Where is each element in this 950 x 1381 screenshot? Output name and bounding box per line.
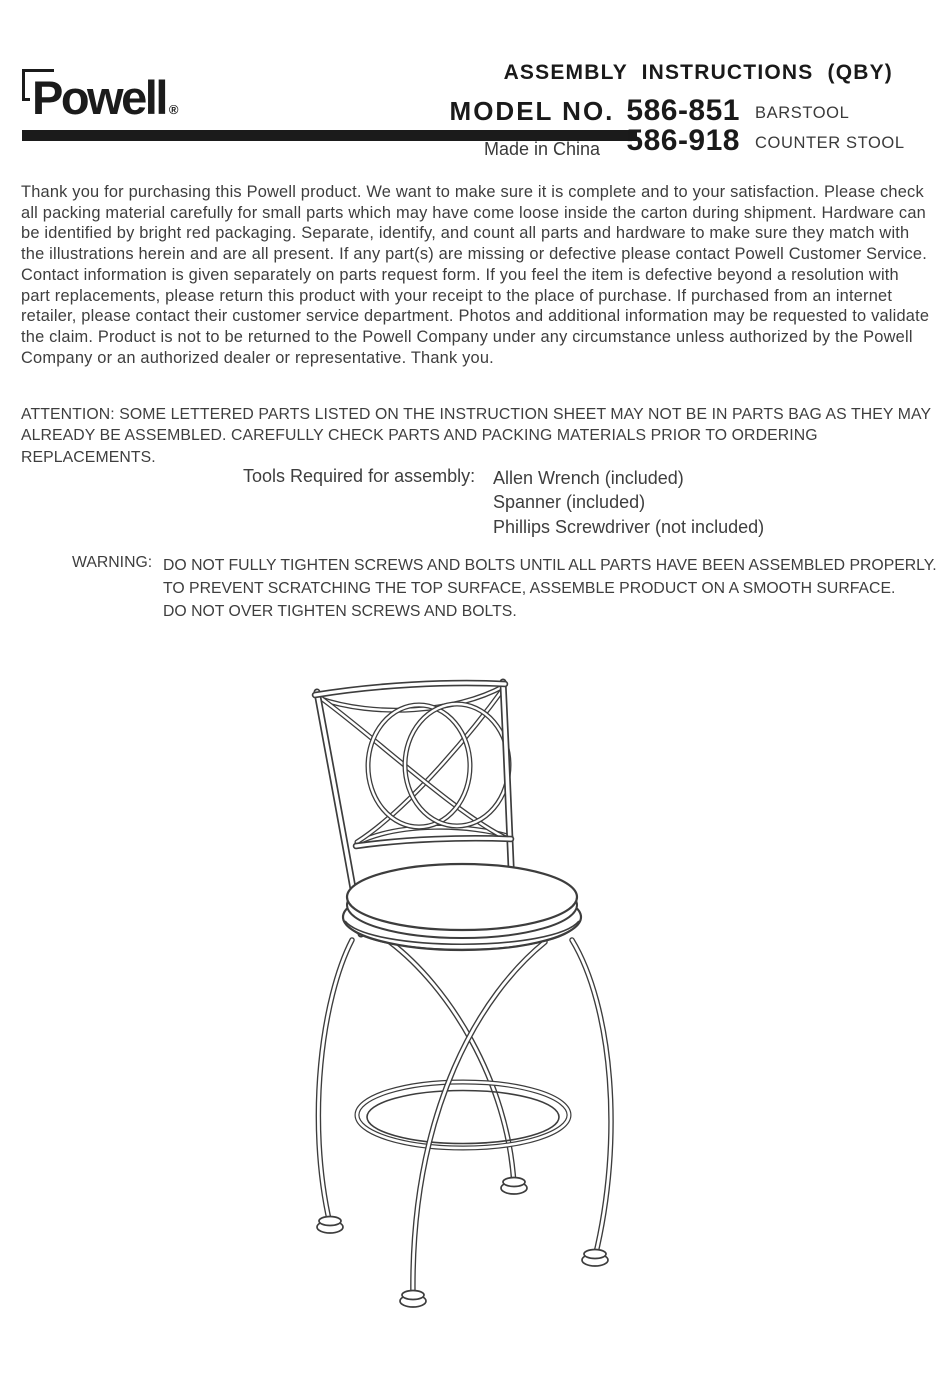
model-number-row-1 [450,94,740,128]
stool-foot-caps [317,1178,608,1308]
made-in-china-label: Made in China [484,139,601,159]
stool-seat-cushion [347,864,577,938]
warning-line: TO PREVENT SCRATCHING THE TOP SURFACE, ASSEMBLE PRODUCT ON A SMOOTH SURFACE. [163,580,896,598]
warning-lines [163,554,937,624]
warning-label: WARNING: [72,554,153,571]
barstool-illustration [300,668,660,1328]
tools-required-label: Tools Required for assembly: [243,466,476,486]
tool-item: Allen Wrench (included) [493,468,684,488]
powell-logo-text: Powell [32,71,166,124]
model-number-586-851: 586-851 [626,94,740,127]
model-no-label: MODEL NO. [449,96,615,126]
model-name-barstool: BARSTOOL [755,104,850,122]
stool-footrest-ring [357,1082,569,1148]
powell-logo [30,71,182,124]
registered-trademark-icon: ® [168,102,179,117]
doc-title: ASSEMBLY INSTRUCTIONS (QBY) [503,61,893,84]
tool-item: Spanner (included) [493,492,646,513]
attention-paragraph: ATTENTION: SOME LETTERED PARTS LISTED ON THE INSTRUCTION SHEET MAY NOT BE IN PARTS BAG AS THEY MAY ALREADY BE ASSEMBLED. CAREFULLY CHECK PARTS AND PACKING MATERIALS PRIOR TO ORDERING REPLACEMENTS. [21,406,931,466]
model-name-counter-stool: COUNTER STOOL [755,134,905,152]
intro-paragraph: Thank you for purchasing this Powell product. We want to make sure it is complete and to your satisfaction. Please check all packing material carefully for small parts which may have come loose inside the carton during shipment. Hardware can be identified by bright red packaging. Separate, identify, and count all parts and hardware to make sure they match with the illustrations herein and are all present. If any part(s) are missing or defective please contact Powell Customer Service. Contact information is given separately on parts request form. If you feel the item is defective beyond a resolution with part replacements, please return this product with your receipt to the place of purchase. If purchased from an internet retailer, please contact their customer service department. Photos and additional information may be requested to validate the claim. Product is not to be returned to the Powell Company under any circumstance unless authorized by the Powell Company or an authorized dealer or representative. Thank you. [21,183,930,367]
model-number-586-918: 586-918 [626,124,740,157]
tool-item: Phillips Screwdriver (not included) [493,516,765,537]
tools-list [493,466,764,539]
warning-line: DO NOT OVER TIGHTEN SCREWS AND BOLTS. [163,603,517,621]
warning-line: DO NOT FULLY TIGHTEN SCREWS AND BOLTS UNTIL ALL PARTS HAVE BEEN ASSEMBLED PROPERLY. [163,557,937,574]
